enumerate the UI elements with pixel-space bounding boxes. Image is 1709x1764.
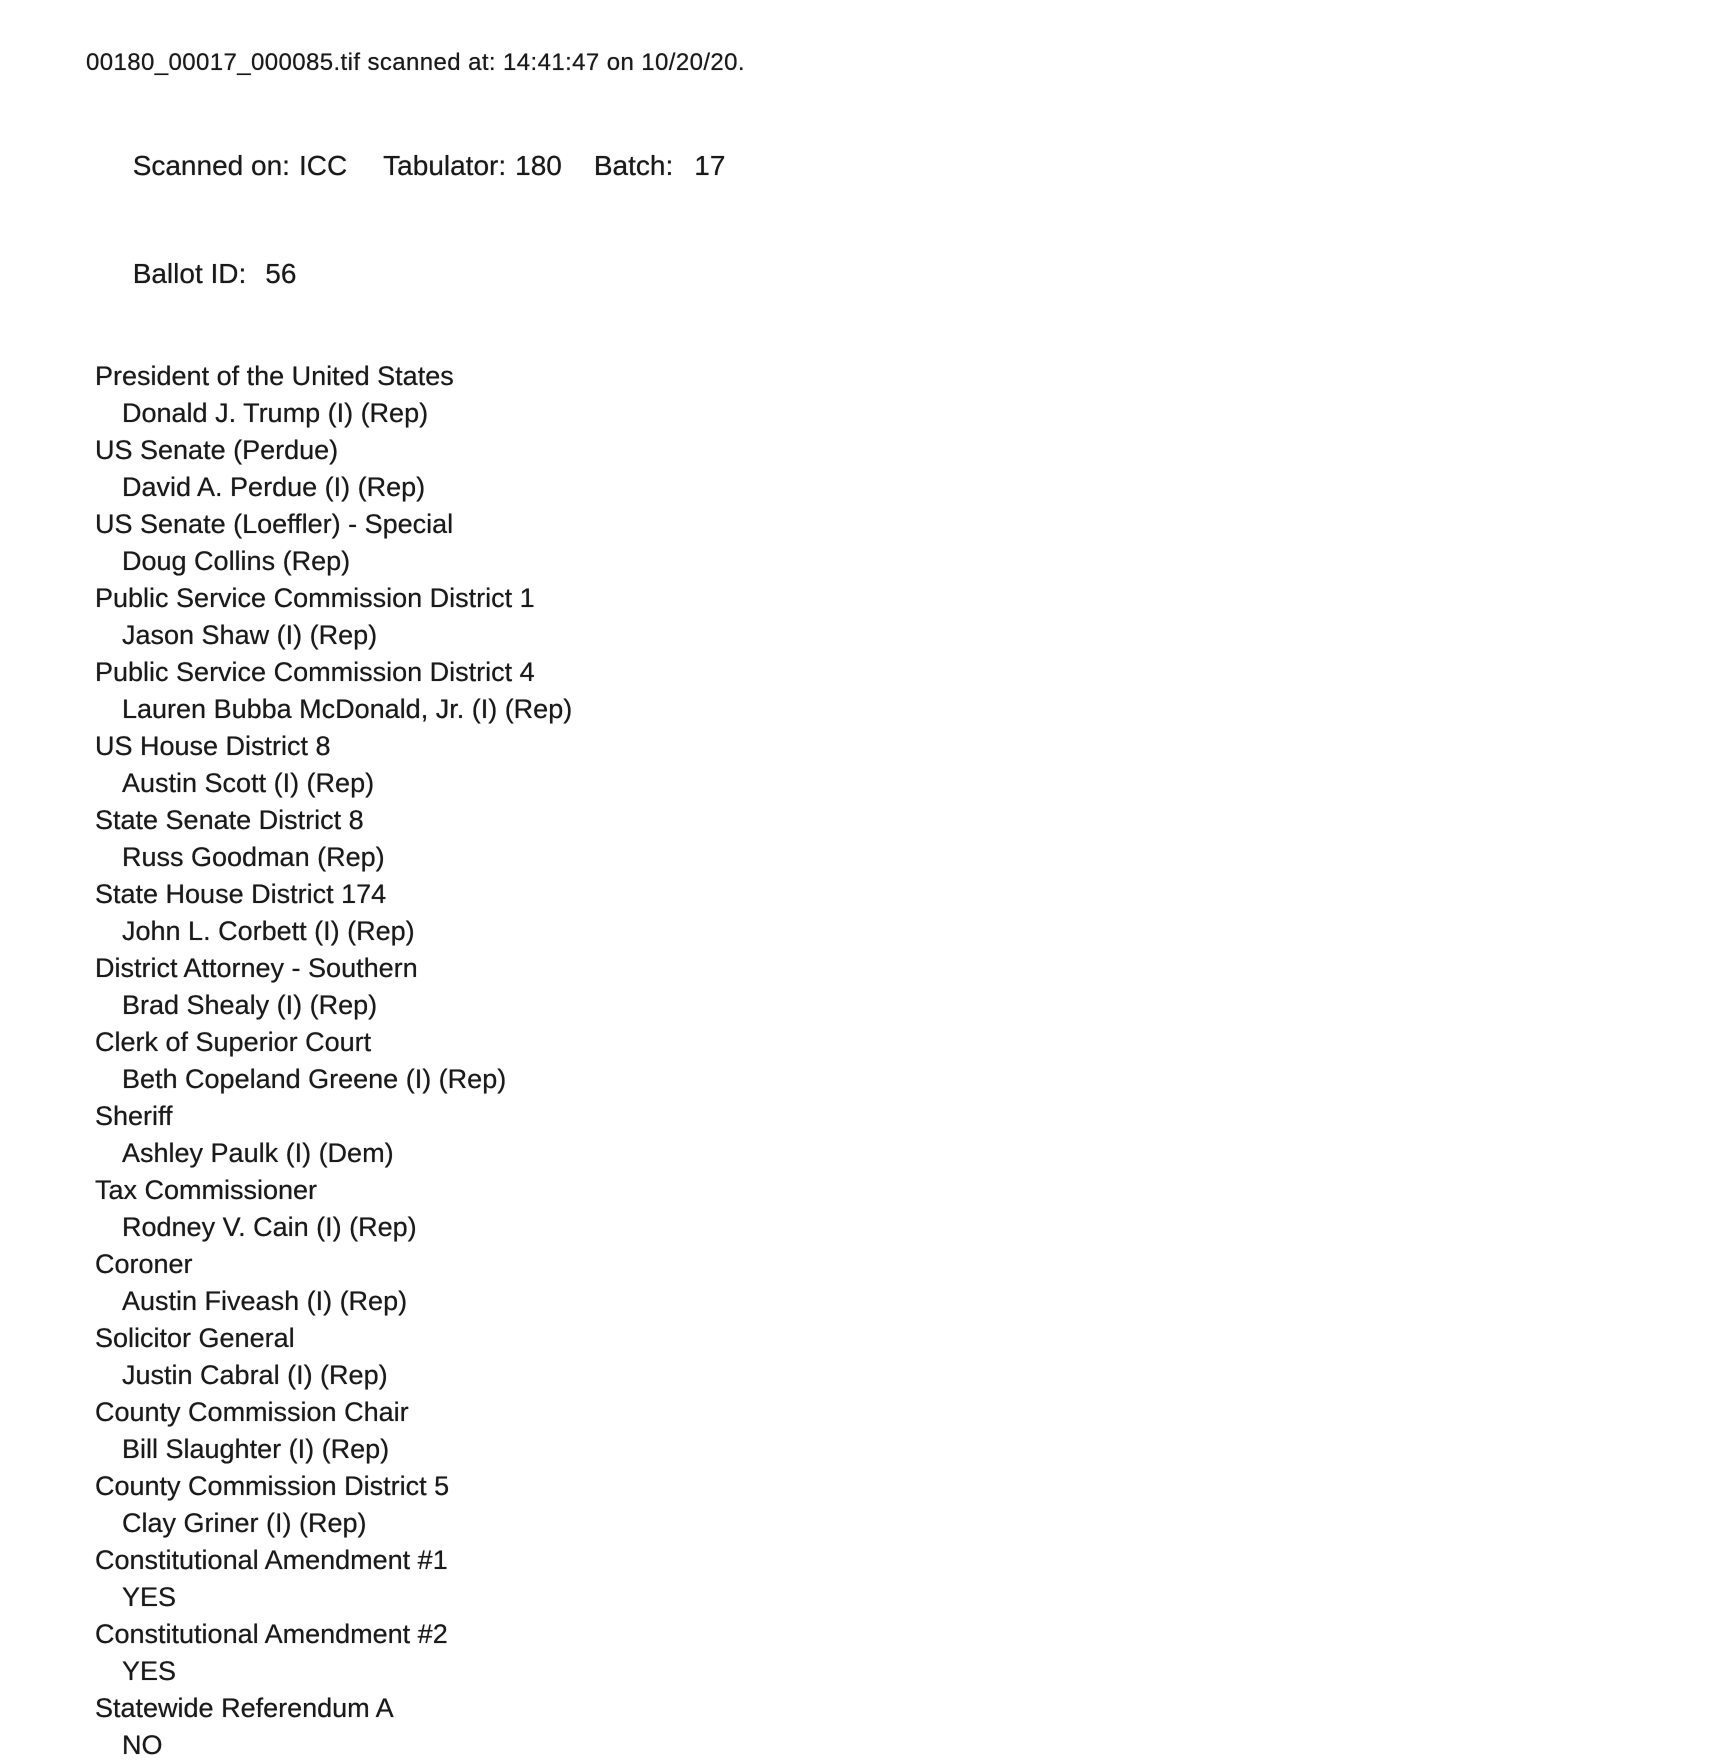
tabulator-label: Tabulator: [383, 150, 507, 181]
contest-title: County Commission Chair [95, 1397, 409, 1427]
contest-title: Statewide Referendum A [95, 1693, 394, 1723]
contest-title: Coroner [95, 1249, 193, 1279]
contest-row [95, 1690, 1709, 1764]
scanned-on-label: Scanned on: [132, 150, 290, 181]
contest-selection: Bill Slaughter (I) (Rep) [122, 1434, 390, 1464]
contest-selection: Russ Goodman (Rep) [122, 842, 385, 872]
scan-meta-block [86, 112, 1709, 328]
batch-label: Batch: [593, 150, 674, 181]
contest-selection: YES [122, 1582, 177, 1612]
contest-title: Public Service Commission District 1 [95, 583, 535, 613]
contest-title: Clerk of Superior Court [95, 1027, 372, 1057]
contest-row [95, 1098, 1709, 1172]
contest-row [95, 358, 1709, 432]
scanned-on-value: ICC [298, 150, 348, 181]
contest-selection: Lauren Bubba McDonald, Jr. (I) (Rep) [122, 694, 573, 724]
contest-selection: John L. Corbett (I) (Rep) [122, 916, 415, 946]
contest-title: Sheriff [95, 1101, 173, 1131]
contest-row [95, 1246, 1709, 1320]
contest-selection: David A. Perdue (I) (Rep) [122, 472, 426, 502]
contest-title: US Senate (Loeffler) - Special [95, 509, 454, 539]
contest-row [95, 802, 1709, 876]
scan-file-info: 00180_00017_000085.tif scanned at: 14:41:47 on 10/20/20. [86, 49, 745, 76]
contest-row [95, 1320, 1709, 1394]
contest-row [95, 876, 1709, 950]
contest-row [95, 1024, 1709, 1098]
contest-row [95, 654, 1709, 728]
contest-selection: Clay Griner (I) (Rep) [122, 1508, 367, 1538]
contest-row [95, 506, 1709, 580]
contest-selection: Justin Cabral (I) (Rep) [122, 1360, 388, 1390]
contest-selection: Donald J. Trump (I) (Rep) [122, 398, 429, 428]
contest-row [95, 1468, 1709, 1542]
contest-selection: NO [122, 1730, 163, 1760]
contest-selection: Jason Shaw (I) (Rep) [122, 620, 378, 650]
contest-selection: YES [122, 1656, 177, 1686]
contest-title: County Commission District 5 [95, 1471, 450, 1501]
tabulator-value: 180 [515, 150, 562, 181]
contest-selection: Beth Copeland Greene (I) (Rep) [122, 1064, 507, 1094]
contest-selection: Austin Fiveash (I) (Rep) [122, 1286, 408, 1316]
contest-title: District Attorney - Southern [95, 953, 418, 983]
ballot-id-label: Ballot ID: [132, 258, 247, 289]
contest-title: Tax Commissioner [95, 1175, 318, 1205]
contest-title: Solicitor General [95, 1323, 295, 1353]
contest-title: Public Service Commission District 4 [95, 657, 535, 687]
contest-title: President of the United States [95, 361, 454, 391]
contest-title: US House District 8 [95, 731, 331, 761]
ballot-id-row [86, 220, 1709, 328]
contest-selection: Rodney V. Cain (I) (Rep) [122, 1212, 417, 1242]
contest-title: State Senate District 8 [95, 805, 364, 835]
contest-row [95, 1172, 1709, 1246]
contest-row [95, 728, 1709, 802]
contest-row [95, 1394, 1709, 1468]
contest-row [95, 432, 1709, 506]
contest-row [95, 580, 1709, 654]
contest-row [95, 1542, 1709, 1616]
contest-selection: Ashley Paulk (I) (Dem) [122, 1138, 394, 1168]
scan-meta-row [86, 112, 1709, 220]
contest-title: Constitutional Amendment #1 [95, 1545, 448, 1575]
contest-selection: Doug Collins (Rep) [122, 546, 351, 576]
ballot-id-value: 56 [265, 258, 297, 289]
contest-selection: Brad Shealy (I) (Rep) [122, 990, 378, 1020]
contest-row [95, 950, 1709, 1024]
batch-value: 17 [694, 150, 726, 181]
contest-selection: Austin Scott (I) (Rep) [122, 768, 375, 798]
contest-row [95, 1616, 1709, 1690]
contest-list [95, 358, 1709, 1764]
contest-title: State House District 174 [95, 879, 387, 909]
contest-title: US Senate (Perdue) [95, 435, 339, 465]
contest-title: Constitutional Amendment #2 [95, 1619, 448, 1649]
